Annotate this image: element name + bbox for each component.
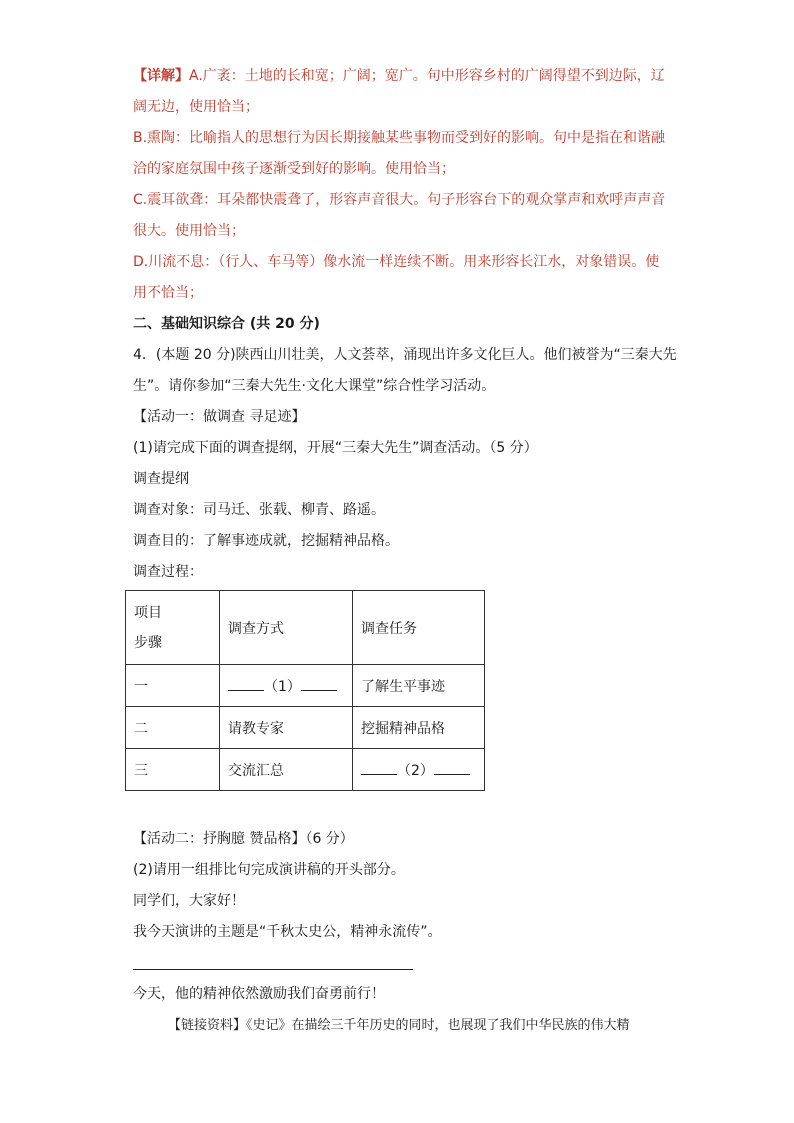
explain-line-1: [133, 66, 665, 86]
step-cell: 二: [126, 707, 220, 749]
step-cell: 三: [126, 749, 220, 791]
survey-purpose: 调查目的：了解事迹成就，挖掘精神品格。: [133, 533, 399, 549]
header-step-label: 步骤: [134, 634, 162, 651]
table-row: [126, 749, 485, 791]
step-cell: 一: [126, 665, 220, 707]
link-material: 【链接资料】《史记》在描绘三千年历史的同时，也展现了我们中华民族的伟大精: [168, 1018, 630, 1033]
table-row: [126, 665, 485, 707]
survey-target: 调查对象：司马迁、张载、柳青、路遥。: [133, 502, 385, 518]
explain-line-6: 很大。使用恰当；: [133, 223, 245, 239]
table-header-row: [126, 591, 485, 665]
explain-line-2: 阔无边，使用恰当；: [133, 99, 259, 115]
header-step-cell: [126, 591, 220, 665]
task-cell: [353, 749, 485, 791]
method-cell: [220, 665, 353, 707]
outline-title: 调查提纲: [133, 471, 189, 487]
section-title: 二、基础知识综合 (共 20 分): [133, 316, 320, 332]
blank-number: （2）: [397, 762, 434, 779]
speech-topic: 我今天演讲的主题是“千秋太史公，精神永流传”。: [133, 924, 442, 940]
explain-tag: 【详解】: [133, 68, 189, 84]
activity-2-title: 【活动二：抒胸臆 赞品格】（6 分）: [133, 831, 354, 847]
answer-blank[interactable]: [228, 676, 264, 691]
explain-line-3: B.熏陶：比喻指人的思想行为因长期接触某些事物而受到好的影响。句中是指在和谐融: [133, 130, 666, 146]
header-method-cell: 调查方式: [220, 591, 353, 665]
explain-text: A.广袤：土地的长和宽；广阔；宽广。句中形容乡村的广阔得望不到边际，辽: [189, 68, 665, 84]
speech-greeting: 同学们，大家好！: [133, 893, 245, 909]
speech-closing: 今天，他的精神依然激励我们奋勇前行！: [133, 986, 385, 1002]
task-cell: 挖掘精神品格: [353, 707, 485, 749]
answer-blank[interactable]: [301, 676, 337, 691]
activity-1-title: 【活动一：做调查 寻足迹】: [133, 409, 306, 425]
explain-line-4: 洽的家庭氛围中孩子逐渐受到好的影响。使用恰当；: [133, 161, 455, 177]
task-cell: 了解生平事迹: [353, 665, 485, 707]
answer-blank[interactable]: [361, 760, 397, 775]
header-item-label: 项目: [134, 604, 162, 621]
answer-blank[interactable]: [434, 760, 470, 775]
survey-table: [125, 590, 485, 791]
question-line-2: 生”。请你参加“三秦大先生·文化大课堂”综合性学习活动。: [133, 378, 496, 394]
explain-line-5: C.震耳欲聋：耳朵都快震聋了，形容声音很大。句子形容台下的观众掌声和欢呼声声音: [133, 192, 666, 208]
header-task-cell: 调查任务: [353, 591, 485, 665]
answer-line[interactable]: [133, 969, 413, 970]
survey-process: 调查过程：: [133, 564, 203, 580]
question-line-1: 4．(本题 20 分)陕西山川壮美，人文荟萃，涌现出许多文化巨人。他们被誉为“三秦大先: [133, 347, 677, 363]
sub-question-1: (1)请完成下面的调查提纲，开展“三秦大先生”调查活动。（5 分）: [133, 440, 538, 456]
sub-question-2: (2)请用一组排比句完成演讲稿的开头部分。: [133, 862, 405, 878]
method-cell: 交流汇总: [220, 749, 353, 791]
table-row: [126, 707, 485, 749]
method-cell: 请教专家: [220, 707, 353, 749]
explain-line-8: 用不恰当；: [133, 285, 203, 301]
blank-number: （1）: [264, 678, 301, 695]
explain-line-7: D.川流不息：（行人、车马等）像水流一样连续不断。用来形容长江水，对象错误。使: [133, 254, 660, 270]
